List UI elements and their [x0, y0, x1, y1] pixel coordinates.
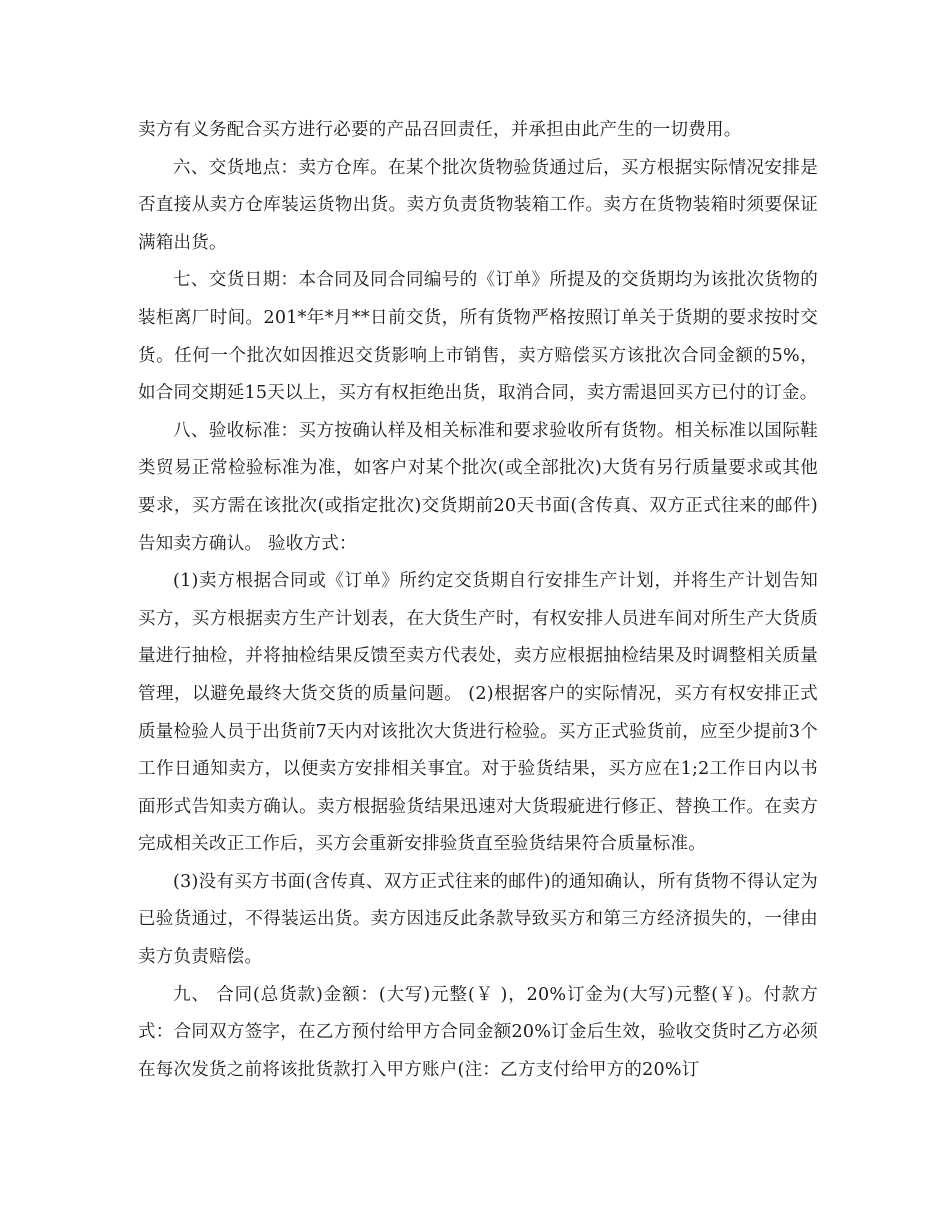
- paragraph-recall-obligation: 卖方有义务配合买方进行必要的产品召回责任，并承担由此产生的一切费用。: [138, 120, 742, 140]
- paragraph-acceptance-standard: 八、验收标准：买方按确认样及相关标准和要求验收所有货物。相关标准以国际鞋类贸易正常检验标准为准，如客户对某个批次(或全部批次)大货有另行质量要求或其他要求，买方需在该批次(或指定批次)交货期前20天书面(含传真、双方正式往来的邮件)告知卖方确认。 验收方式：: [138, 420, 818, 554]
- paragraph-delivery-location: 六、交货地点：卖方仓库。在某个批次货物验货通过后，买方根据实际情况安排是否直接从卖方仓库装运货物出货。卖方负责货物装箱工作。卖方在货物装箱时须要保证满箱出货。: [138, 157, 818, 253]
- paragraph-delivery-date: 七、交货日期：本合同及同合同编号的《订单》所提及的交货期均为该批次货物的装柜离厂时间。201*年*月**日前交货，所有货物严格按照订单关于货期的要求按时交货。任何一个批次如因推迟交货影响上市销售，卖方赔偿买方该批次合同金额的5%，如合同交期延15天以上，买方有权拒绝出货，取消合同，卖方需退回买方已付的订金。: [138, 270, 818, 404]
- paragraph-inspection-method-1-2: (1)卖方根据合同或《订单》所约定交货期自行安排生产计划，并将生产计划告知买方，买方根据卖方生产计划表，在大货生产时，有权安排人员进车间对所生产大货质量进行抽检，并将抽检结果反馈至卖方代表处，卖方应根据抽检结果及时调整相关质量管理，以避免最终大货交货的质量问题。 (2)根据客户的实际情况，买方有权安排正式质量检验人员于出货前7天内对该批次大货进行检验。买方正式验货前，应至少提前3个工作日通知卖方，以便卖方安排相关事宜。对于验货结果，买方应在1;2工作日内以书面形式告知卖方确认。卖方根据验货结果迅速对大货瑕疵进行修正、替换工作。在卖方完成相关改正工作后，买方会重新安排验货直至验货结果符合质量标准。: [138, 571, 818, 855]
- document-body: [138, 112, 818, 1089]
- paragraph-inspection-method-3: (3)没有买方书面(含传真、双方正式往来的邮件)的通知确认，所有货物不得认定为已验货通过，不得装运出货。卖方因违反此条款导致买方和第三方经济损失的，一律由卖方负责赔偿。: [138, 871, 818, 968]
- paragraph-contract-amount: 九、 合同(总货款)金额：(大写)元整(￥ )，20%订金为(大写)元整(￥)。付款方式：合同双方签字，在乙方预付给甲方合同金额20%订金后生效，验收交货时乙方必须在每次发货之前将该批货款打入甲方账户(注：乙方支付给甲方的20%订: [138, 984, 818, 1080]
